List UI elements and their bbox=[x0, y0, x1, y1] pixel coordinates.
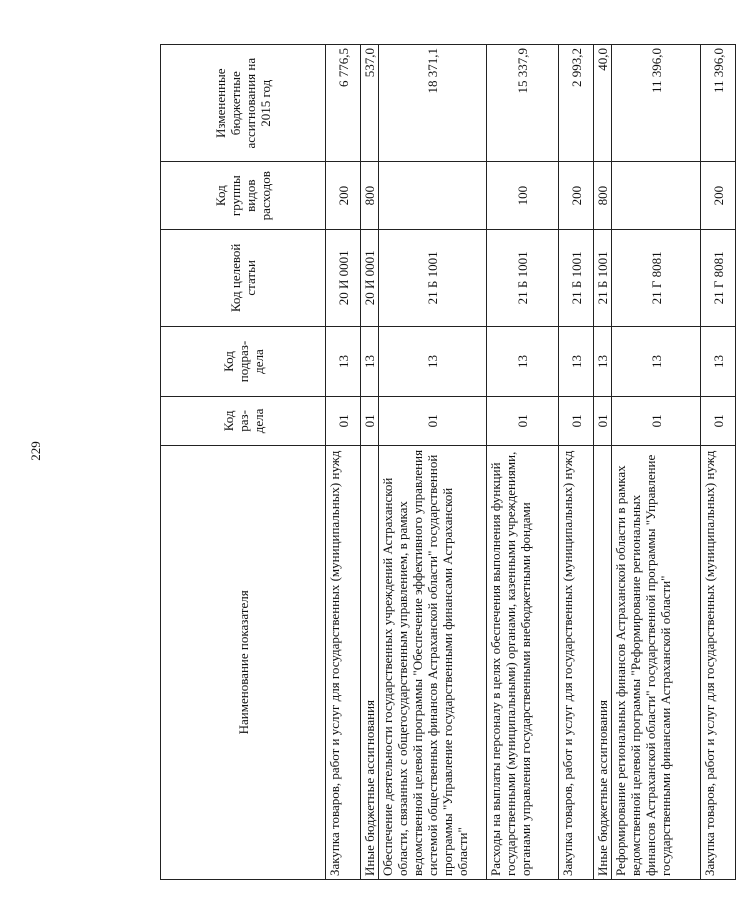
row-razdel: 01 bbox=[379, 397, 487, 445]
row-name: Закупка товаров, работ и услуг для государственных (муниципальных) нужд bbox=[326, 445, 361, 879]
row-razdel: 01 bbox=[612, 397, 701, 445]
row-podrazdel: 13 bbox=[361, 326, 379, 396]
table-row bbox=[594, 45, 612, 880]
row-podrazdel: 13 bbox=[379, 326, 487, 396]
row-name: Реформирование региональных финансов Астраханской области в рамках ведомственной целевой программы "Реформирование региональных финансов Астраханской области" государственной программы "Управление государственными финансами Астраханской области" bbox=[612, 445, 701, 879]
row-amount: 6 776,5 bbox=[326, 45, 361, 162]
row-group bbox=[612, 162, 701, 230]
row-razdel: 01 bbox=[559, 397, 594, 445]
row-name: Иные бюджетные ассигнования bbox=[594, 445, 612, 879]
table-row bbox=[559, 45, 594, 880]
row-amount: 18 371,1 bbox=[379, 45, 487, 162]
table-row bbox=[487, 45, 559, 880]
row-target: 21 Б 1001 bbox=[559, 229, 594, 326]
row-razdel: 01 bbox=[701, 397, 736, 445]
row-group: 200 bbox=[701, 162, 736, 230]
page-number: 229 bbox=[28, 441, 43, 461]
rotated-table-wrapper bbox=[160, 44, 726, 880]
row-amount: 40,0 bbox=[594, 45, 612, 162]
row-group bbox=[379, 162, 487, 230]
table-header-row bbox=[161, 45, 326, 880]
table-row bbox=[701, 45, 736, 880]
row-target: 21 Г 8081 bbox=[701, 229, 736, 326]
table-row bbox=[326, 45, 361, 880]
row-razdel: 01 bbox=[594, 397, 612, 445]
row-target: 20 И 0001 bbox=[326, 229, 361, 326]
table-row bbox=[379, 45, 487, 880]
row-podrazdel: 13 bbox=[326, 326, 361, 396]
row-podrazdel: 13 bbox=[487, 326, 559, 396]
budget-table bbox=[160, 44, 736, 880]
row-name: Иные бюджетные ассигнования bbox=[361, 445, 379, 879]
row-target: 21 Б 1001 bbox=[487, 229, 559, 326]
header-razdel: Код раз-дела bbox=[161, 397, 326, 445]
row-amount: 15 337,9 bbox=[487, 45, 559, 162]
header-name: Наименование показателя bbox=[161, 445, 326, 879]
row-amount: 11 396,0 bbox=[612, 45, 701, 162]
row-name: Расходы на выплаты персоналу в целях обеспечения выполнения функций государственными (муниципальными) органами, казенными учреждениями, органами управления государственными внебюджетными фондами bbox=[487, 445, 559, 879]
row-name: Обеспечение деятельности государственных учреждений Астраханской области, связанных с общегосударственным управлением, в рамках ведомственной целевой программы "Обеспечение эффективного управления системой общественных финансов Астраханской области" государственной программы "Управление государственными финансами Астраханской области" bbox=[379, 445, 487, 879]
row-razdel: 01 bbox=[326, 397, 361, 445]
row-amount: 11 396,0 bbox=[701, 45, 736, 162]
row-target: 21 Б 1001 bbox=[594, 229, 612, 326]
table-row bbox=[612, 45, 701, 880]
row-razdel: 01 bbox=[487, 397, 559, 445]
header-expense-group: Код группы видов расходов bbox=[161, 162, 326, 230]
row-podrazdel: 13 bbox=[559, 326, 594, 396]
row-group: 200 bbox=[559, 162, 594, 230]
row-name: Закупка товаров, работ и услуг для государственных (муниципальных) нужд bbox=[559, 445, 594, 879]
table-row bbox=[361, 45, 379, 880]
row-group: 800 bbox=[594, 162, 612, 230]
row-group: 200 bbox=[326, 162, 361, 230]
row-name: Закупка товаров, работ и услуг для государственных (муниципальных) нужд bbox=[701, 445, 736, 879]
row-amount: 537,0 bbox=[361, 45, 379, 162]
row-target: 20 И 0001 bbox=[361, 229, 379, 326]
row-group: 800 bbox=[361, 162, 379, 230]
row-group: 100 bbox=[487, 162, 559, 230]
header-target-article: Код целевой статьи bbox=[161, 229, 326, 326]
header-podrazdel: Код подраз-дела bbox=[161, 326, 326, 396]
row-target: 21 Б 1001 bbox=[379, 229, 487, 326]
row-podrazdel: 13 bbox=[612, 326, 701, 396]
row-amount: 2 993,2 bbox=[559, 45, 594, 162]
row-podrazdel: 13 bbox=[594, 326, 612, 396]
header-amount: Измененные бюджетные ассигнования на 2015 год bbox=[161, 45, 326, 162]
row-razdel: 01 bbox=[361, 397, 379, 445]
row-podrazdel: 13 bbox=[701, 326, 736, 396]
row-target: 21 Г 8081 bbox=[612, 229, 701, 326]
